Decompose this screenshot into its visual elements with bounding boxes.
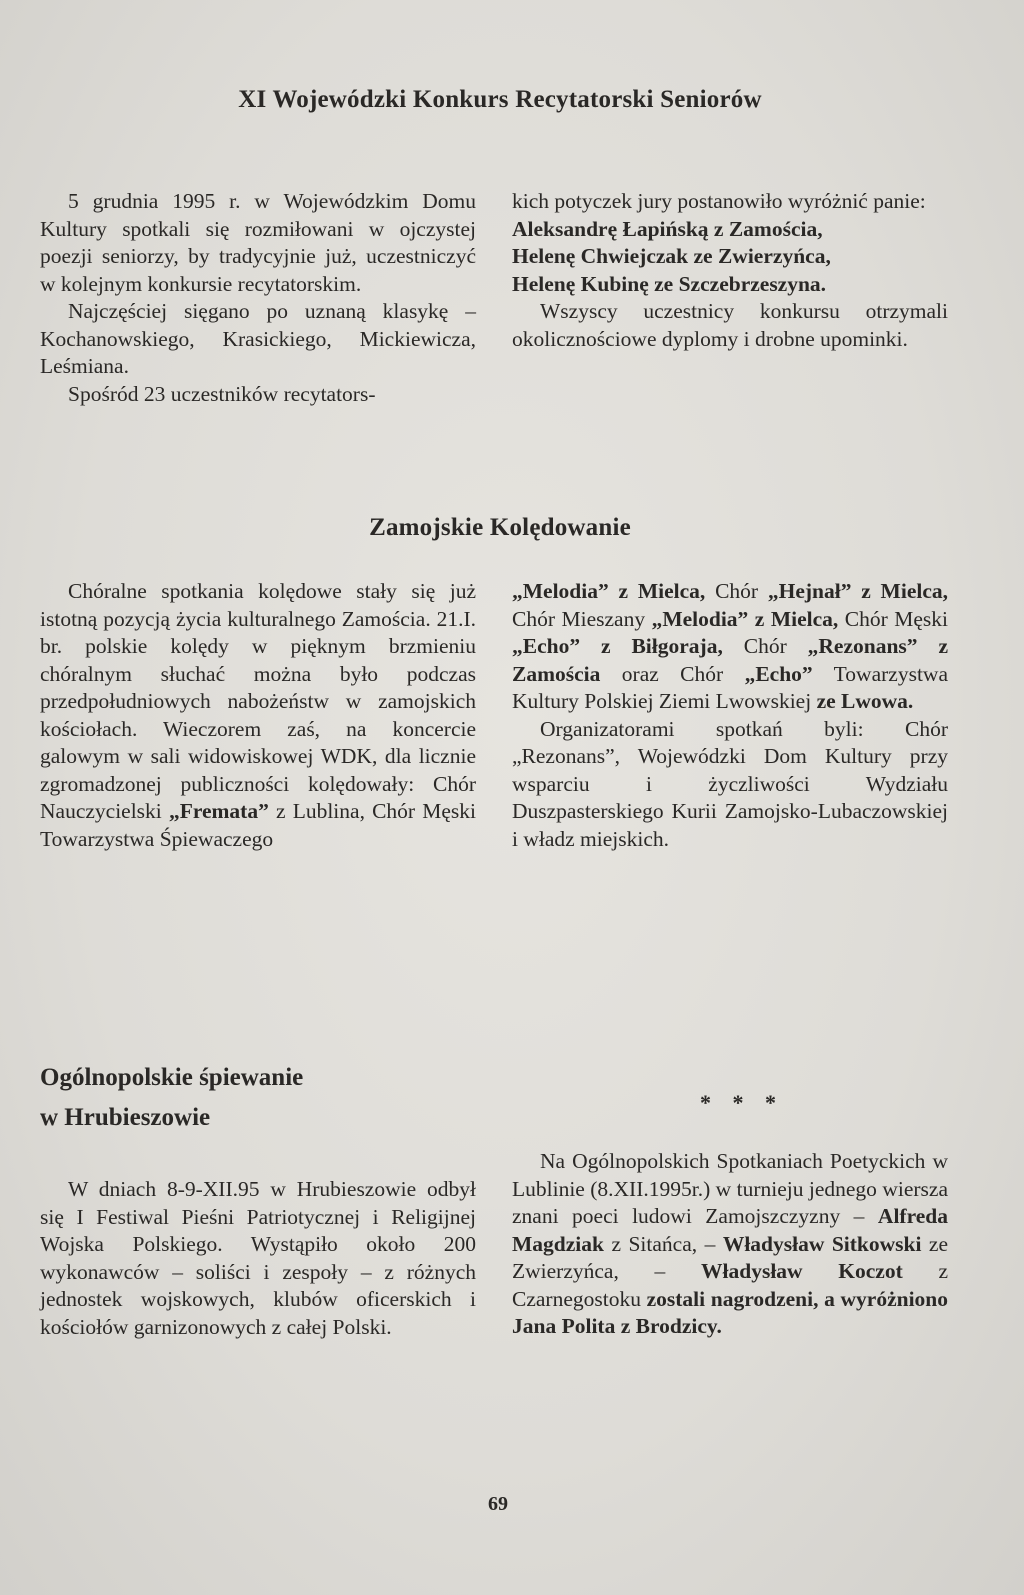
choir-name: „Fremata” (168, 799, 269, 823)
paragraph: Najczęściej sięgano po uznaną klasykę – Kochanowskiego, Krasickiego, Mickiewicza, Leśmiana. (40, 299, 476, 378)
bold-text-run: ze Lwowa. (816, 689, 914, 713)
paragraph (40, 578, 476, 853)
paragraph (512, 1148, 948, 1341)
text-run: z Lublina, Chór Męski Towarzystwa Śpiewaczego (40, 799, 476, 851)
text-run: Chór (722, 634, 808, 658)
text-run: Chór (705, 579, 768, 603)
text-run: Chór Mieszany (512, 606, 652, 631)
text-run: oraz Chór (600, 661, 745, 686)
section4-body (512, 1148, 948, 1341)
choir-list-paragraph (512, 578, 948, 716)
winner-name: Helenę Kubinę ze Szczebrzeszyna. (512, 271, 827, 296)
winner-name: Aleksandrę Łapińską z Zamościa, (512, 216, 823, 241)
bold-text-run: „Melodia” z Mielca, (512, 579, 706, 603)
section3-heading (40, 1058, 476, 1138)
bold-text-run: „Echo” z Biłgoraja, (512, 634, 723, 658)
text-run: Na Ogólnopolskich Spotkaniach Poetyckich w Lublinie (8.XII.1995r.) w turnieju jednego wiersza znani poeci ludowi Zamojszczyzny – (512, 1149, 948, 1228)
section1-right-column (512, 188, 948, 353)
text-run: z Czarnegostoku (512, 1259, 948, 1311)
paragraph: 5 grudnia 1995 r. w Wojewódzkim Domu Kultury spotkali się rozmiłowani w ojczystej poezji seniorzy, by tradycyjnie już, uczestniczyć w kolejnym konkursie recytatorskim. (40, 189, 476, 296)
section-title-konkurs: XI Wojewódzki Konkurs Recytatorski Seniorów (238, 86, 762, 113)
bold-text-run: „Rezonans” z Zamościa (512, 634, 949, 686)
section1-left-column (40, 188, 476, 408)
paragraph: kich potyczek jury postanowiło wyróżnić panie: (512, 189, 926, 213)
bold-text-run: zostali nagrodzeni, a wyróżniono Jana Polita z Brodzicy. (512, 1286, 948, 1338)
paragraph: Organizatorami spotkań byli: Chór „Rezonans”, Wojewódzki Dom Kultury przy wsparciu i życzliwości Wydziału Duszpasterskiego Kurii Zamojsko-Lubaczowskiej i władz miejskich. (512, 716, 948, 851)
text-run: Towarzystwa Kultury Polskiej Ziemi Lwowskiej (512, 661, 948, 713)
paragraph: Wszyscy uczestnicy konkursu otrzymali okolicznościowe dyplomy i drobne upominki. (512, 299, 948, 351)
bold-text-run: „Echo” (744, 661, 813, 686)
text-run: Chór Męski (838, 606, 949, 631)
bold-text-run: „Melodia” z Mielca, (651, 606, 839, 631)
bold-text-run: „Hejnał” z Mielca, (767, 579, 949, 603)
text-run: ze Zwierzyńca, – (512, 1231, 949, 1283)
paragraph: W dniach 8-9-XII.95 w Hrubieszowie odbył się I Festiwal Pieśni Patriotycznej i Religijnej Wojska Polskiego. Wystąpiło około 200 wykonawców – soliści i zespoły – z różnych jednostek wojskowych, klubów oficerskich i kościołów garnizonowych z całej Polski. (40, 1177, 476, 1339)
text-run: z Sitańca, – (603, 1231, 723, 1256)
bold-text-run: Władysław Koczot (701, 1259, 903, 1283)
section-separator-stars: * * * (700, 1090, 784, 1115)
bold-text-run: Władysław Sitkowski (722, 1231, 922, 1256)
heading-line: Ogólnopolskie śpiewanie (40, 1064, 304, 1091)
section2-left-column (40, 578, 476, 853)
text-run: Chóralne spotkania kolędowe stały się już istotną pozycją życia kulturalnego Zamościa. 21.I. br. polskie kolędy w pięknym brzmieniu chóralnym słuchać można było podczas przedpołudniowych nabożeństw w zamojskich kościołach. Wieczorem zaś, na koncercie galowym w sali widowiskowej WDK, dla licznie zgromadzonej publiczności kolędowały: Chór Nauczycielski (40, 579, 476, 823)
bold-text-run: Alfreda Magdziak (512, 1204, 948, 1256)
heading-line: w Hrubieszowie (40, 1104, 211, 1131)
page-number: 69 (488, 1493, 508, 1515)
section2-right-column (512, 578, 948, 853)
paragraph: Spośród 23 uczestników recytators- (68, 381, 376, 406)
winner-name: Helenę Chwiejczak ze Zwierzyńca, (512, 244, 831, 268)
section-title-koledowanie: Zamojskie Kolędowanie (369, 514, 631, 541)
section3-body (40, 1176, 476, 1341)
